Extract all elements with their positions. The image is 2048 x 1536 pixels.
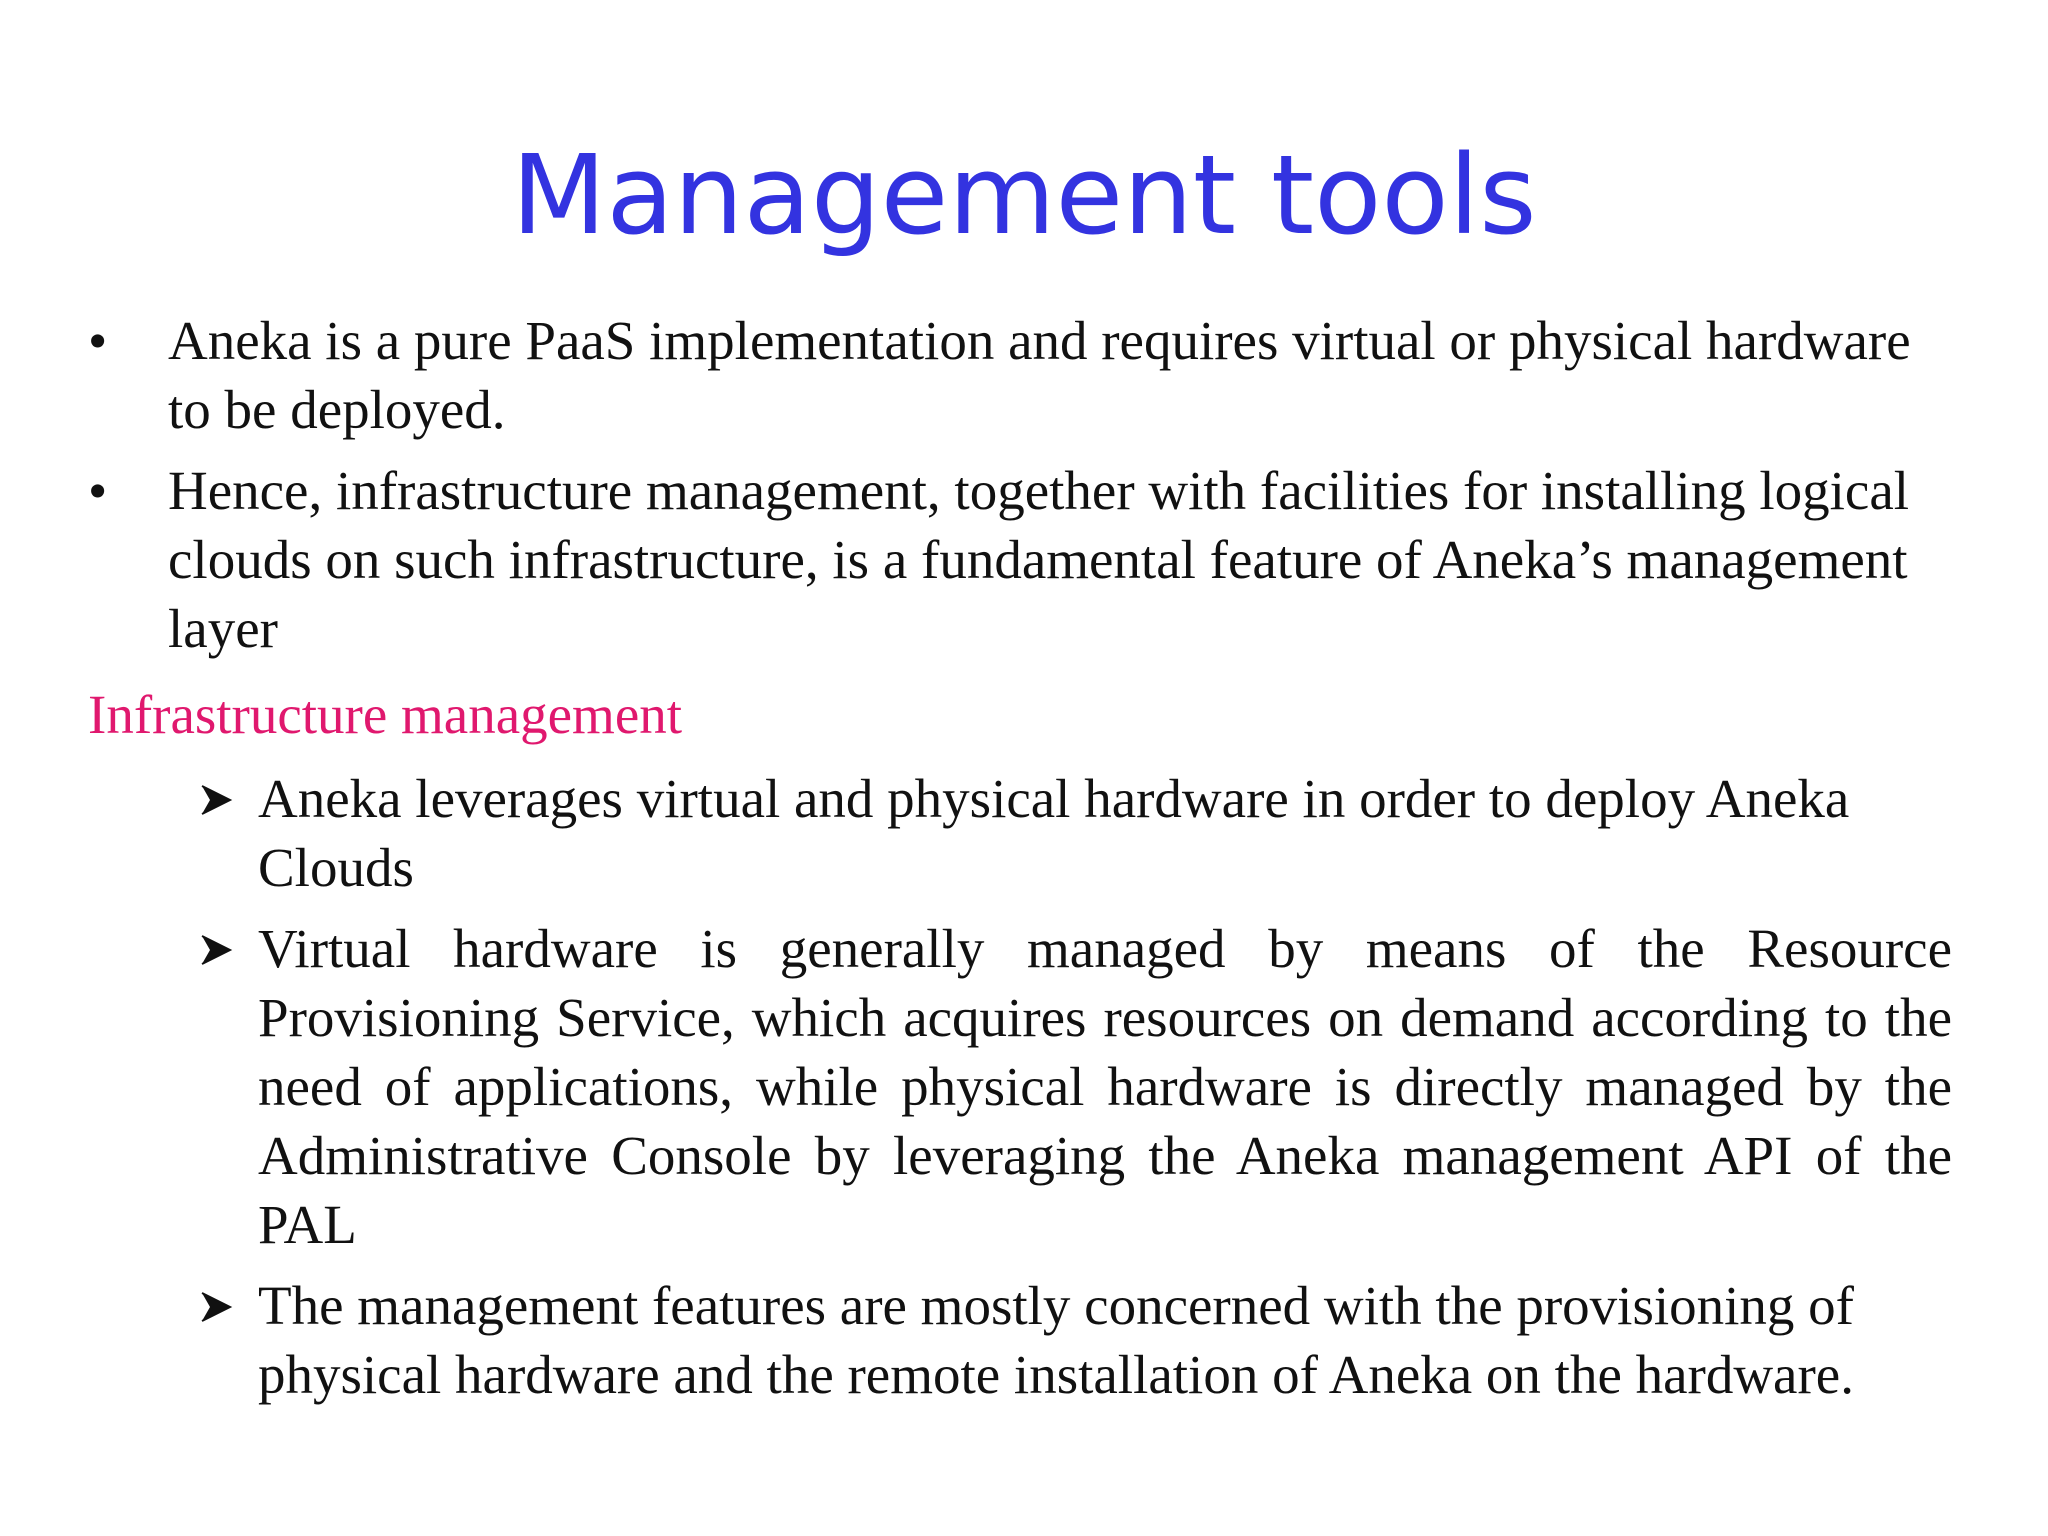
sub-bullet-item bbox=[196, 914, 1952, 1259]
sub-bullet-item bbox=[196, 1271, 1952, 1409]
bullet-marker: • bbox=[88, 460, 108, 521]
bullet-marker: • bbox=[88, 310, 108, 371]
sub-bullet-text: Virtual hardware is generally managed by means of the Resource Provisioning Service, which acquires resources on demand according to the need of applications, while physical hardware is directly managed by the Administrative Console by leveraging the Aneka management API of the PAL bbox=[258, 918, 1952, 1255]
arrowhead-bullet-icon bbox=[196, 780, 236, 820]
arrowhead-bullet-icon bbox=[196, 930, 236, 970]
arrowhead-bullet-icon bbox=[196, 1287, 236, 1327]
bullet-item bbox=[88, 306, 1948, 444]
sub-bullet-text: Aneka leverages virtual and physical hardware in order to deploy Aneka Clouds bbox=[258, 768, 1850, 898]
bullet-text: Hence, infrastructure management, together with facilities for installing logical clouds on such infrastructure, is a fundamental feature of Aneka’s management layer bbox=[168, 460, 1910, 659]
section-subheading: Infrastructure management bbox=[88, 684, 683, 745]
slide-title: Management tools bbox=[511, 131, 1537, 259]
sub-bullet-list bbox=[196, 764, 1952, 1421]
sub-bullet-item bbox=[196, 764, 1952, 902]
bullet-text: Aneka is a pure PaaS implementation and requires virtual or physical hardware to be deployed. bbox=[168, 310, 1911, 440]
bullet-item bbox=[88, 456, 1948, 663]
bullet-list bbox=[88, 306, 1988, 675]
sub-bullet-text: The management features are mostly concerned with the provisioning of physical hardware and the remote installation of Aneka on the hardware. bbox=[258, 1275, 1854, 1405]
